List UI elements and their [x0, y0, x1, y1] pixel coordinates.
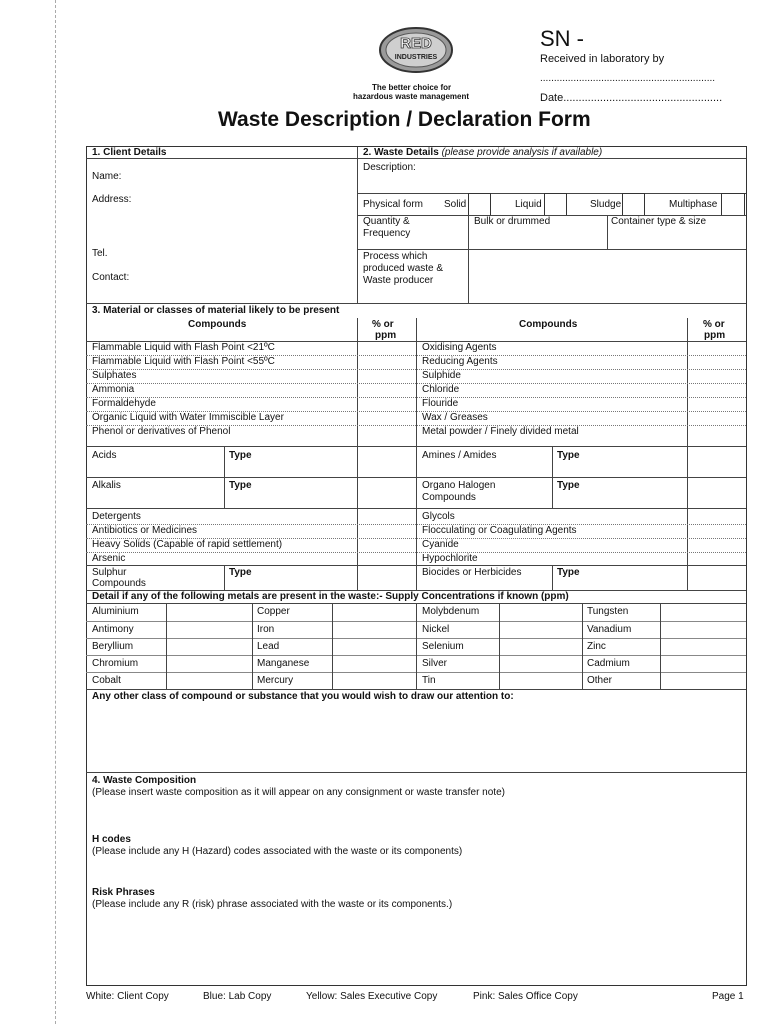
- row-divider: [86, 383, 746, 384]
- quantity-label-2: Frequency: [363, 228, 411, 239]
- metal-label: Molybdenum: [422, 606, 480, 617]
- compound-right-item: Wax / Greases: [422, 412, 488, 423]
- client-contact-label: Contact:: [92, 272, 130, 283]
- compound-right-item: Flouride: [422, 398, 459, 409]
- biocides-label: Biocides or Herbicides: [422, 567, 522, 578]
- compound-right-item: Hypochlorite: [422, 553, 478, 564]
- row-divider: [86, 552, 746, 553]
- footer-pink-copy: Pink: Sales Office Copy: [473, 991, 578, 1002]
- compound-left-item: Ammonia: [92, 384, 135, 395]
- client-tel-label: Tel.: [92, 248, 108, 259]
- compound-right-item: Chloride: [422, 384, 460, 395]
- pct-header-right-2: ppm: [704, 330, 726, 341]
- composition-note: (Please insert waste composition as it will appear on any consignment or waste transfer note): [92, 787, 505, 798]
- metal-label: Vanadium: [587, 624, 632, 635]
- footer-yellow-copy: Yellow: Sales Executive Copy: [306, 991, 438, 1002]
- multiphase-checkbox[interactable]: [721, 193, 745, 216]
- sulphur-type-label: Type: [229, 567, 252, 578]
- organo-type-label: Type: [557, 480, 580, 491]
- received-by-field[interactable]: ...............................................................: [540, 73, 716, 84]
- fold-guide: [55, 0, 56, 1024]
- compound-left-item: Flammable Liquid with Flash Point <55ºC: [92, 356, 275, 367]
- compound-left-item: Sulphates: [92, 370, 137, 381]
- risk-note: (Please include any R (risk) phrase associated with the waste or its components.): [92, 899, 453, 910]
- compound-left-item: Organic Liquid with Water Immiscible Layer: [92, 412, 284, 423]
- metals-heading: Detail if any of the following metals are present in the waste:- Supply Concentrations if known (ppm): [92, 591, 569, 602]
- compound-right-item: Metal powder / Finely divided metal: [422, 426, 579, 437]
- metal-label: Selenium: [422, 641, 464, 652]
- compound-right-item: Reducing Agents: [422, 356, 498, 367]
- metal-label: Aluminium: [92, 606, 139, 617]
- metal-label: Beryllium: [92, 641, 134, 652]
- metal-label: Iron: [257, 624, 275, 635]
- compounds-header-right: Compounds: [519, 319, 578, 330]
- date-field[interactable]: Date....................................................: [540, 92, 723, 104]
- metal-label: Manganese: [257, 658, 310, 669]
- amines-label: Amines / Amides: [422, 450, 497, 461]
- acids-label: Acids: [92, 450, 117, 461]
- sulphur-label-2: Compounds: [92, 578, 146, 589]
- svg-text:INDUSTRIES: INDUSTRIES: [394, 54, 438, 61]
- compound-left-item: Arsenic: [92, 553, 126, 564]
- metal-label: Antimony: [92, 624, 134, 635]
- amines-type-label: Type: [557, 450, 580, 461]
- pct-header-left-1: % or: [372, 319, 394, 330]
- row-divider: [86, 369, 746, 370]
- compound-left-item: Heavy Solids (Capable of rapid settlement): [92, 539, 283, 550]
- physical-form-label: Physical form: [363, 199, 424, 210]
- composition-field[interactable]: [88, 801, 743, 831]
- container-label: Container type & size: [611, 216, 707, 227]
- alkalis-label: Alkalis: [92, 480, 121, 491]
- metal-label: Other: [587, 675, 613, 686]
- sn-label: SN -: [540, 26, 584, 51]
- company-logo: [378, 26, 454, 74]
- organo-label-1: Organo Halogen: [422, 480, 496, 491]
- pct-header-right-1: % or: [703, 319, 725, 330]
- solid-checkbox[interactable]: [468, 193, 491, 216]
- compound-right-item: Flocculating or Coagulating Agents: [422, 525, 577, 536]
- client-name-label: Name:: [92, 171, 122, 182]
- metal-label: Chromium: [92, 658, 139, 669]
- compound-left-item: Phenol or derivatives of Phenol: [92, 426, 231, 437]
- metal-label: Mercury: [257, 675, 294, 686]
- compound-right-item: Glycols: [422, 511, 455, 522]
- alkalis-type-label: Type: [229, 480, 252, 491]
- bulk-label: Bulk or drummed: [474, 216, 551, 227]
- sludge-label: Sludge: [590, 199, 622, 210]
- materials-heading: 3. Material or classes of material likely to be present: [92, 305, 340, 316]
- hcodes-note: (Please include any H (Hazard) codes associated with the waste or its components): [92, 846, 463, 857]
- description-label: Description:: [363, 162, 416, 173]
- client-address-label: Address:: [92, 194, 132, 205]
- metal-label: Silver: [422, 658, 448, 669]
- other-compounds-field[interactable]: [88, 705, 743, 771]
- quantity-label-1: Quantity &: [363, 216, 410, 227]
- compound-right-item: Oxidising Agents: [422, 342, 497, 353]
- compounds-header-left: Compounds: [188, 319, 247, 330]
- compound-left-item: Detergents: [92, 511, 141, 522]
- compound-right-item: Cyanide: [422, 539, 459, 550]
- liquid-checkbox[interactable]: [544, 193, 567, 216]
- sulphur-label-1: Sulphur: [92, 567, 127, 578]
- received-label: Received in laboratory by: [540, 53, 665, 65]
- row-divider: [86, 397, 746, 398]
- metal-label: Nickel: [422, 624, 450, 635]
- metal-label: Tin: [422, 675, 436, 686]
- hcodes-field[interactable]: [88, 860, 743, 884]
- compound-left-item: Antibiotics or Medicines: [92, 525, 198, 536]
- hcodes-heading: H codes: [92, 834, 131, 845]
- liquid-label: Liquid: [515, 199, 542, 210]
- page-title: Waste Description / Declaration Form: [218, 108, 591, 131]
- metal-label: Cobalt: [92, 675, 121, 686]
- metal-label: Tungsten: [587, 606, 629, 617]
- client-details-heading: 1. Client Details: [92, 147, 167, 158]
- multiphase-label: Multiphase: [669, 199, 718, 210]
- sludge-checkbox[interactable]: [622, 193, 645, 216]
- metal-label: Copper: [257, 606, 290, 617]
- biocides-type-label: Type: [557, 567, 580, 578]
- composition-heading: 4. Waste Composition: [92, 775, 197, 786]
- risk-field[interactable]: [88, 913, 743, 981]
- other-compounds-heading: Any other class of compound or substance that you would wish to draw our attention to:: [92, 691, 514, 702]
- metal-label: Lead: [257, 641, 280, 652]
- compound-right-item: Sulphide: [422, 370, 461, 381]
- solid-label: Solid: [444, 199, 467, 210]
- tagline-2: hazardous waste management: [353, 92, 470, 101]
- footer-white-copy: White: Client Copy: [86, 991, 169, 1002]
- metal-label: Cadmium: [587, 658, 630, 669]
- acids-type-label: Type: [229, 450, 252, 461]
- metal-label: Zinc: [587, 641, 606, 652]
- tagline-1: The better choice for: [372, 83, 452, 92]
- process-label-3: Waste producer: [363, 275, 434, 286]
- waste-details-heading: 2. Waste Details (please provide analysis if available): [363, 147, 603, 158]
- risk-heading: Risk Phrases: [92, 887, 155, 898]
- process-label-2: produced waste &: [363, 263, 444, 274]
- pct-header-left-2: ppm: [375, 330, 397, 341]
- compound-left-item: Formaldehyde: [92, 398, 156, 409]
- process-label-1: Process which: [363, 251, 428, 262]
- page-number: Page 1: [712, 991, 744, 1002]
- footer-blue-copy: Blue: Lab Copy: [203, 991, 272, 1002]
- svg-text:RED: RED: [400, 35, 432, 52]
- organo-label-2: Compounds: [422, 492, 476, 503]
- compound-left-item: Flammable Liquid with Flash Point <21ºC: [92, 342, 275, 353]
